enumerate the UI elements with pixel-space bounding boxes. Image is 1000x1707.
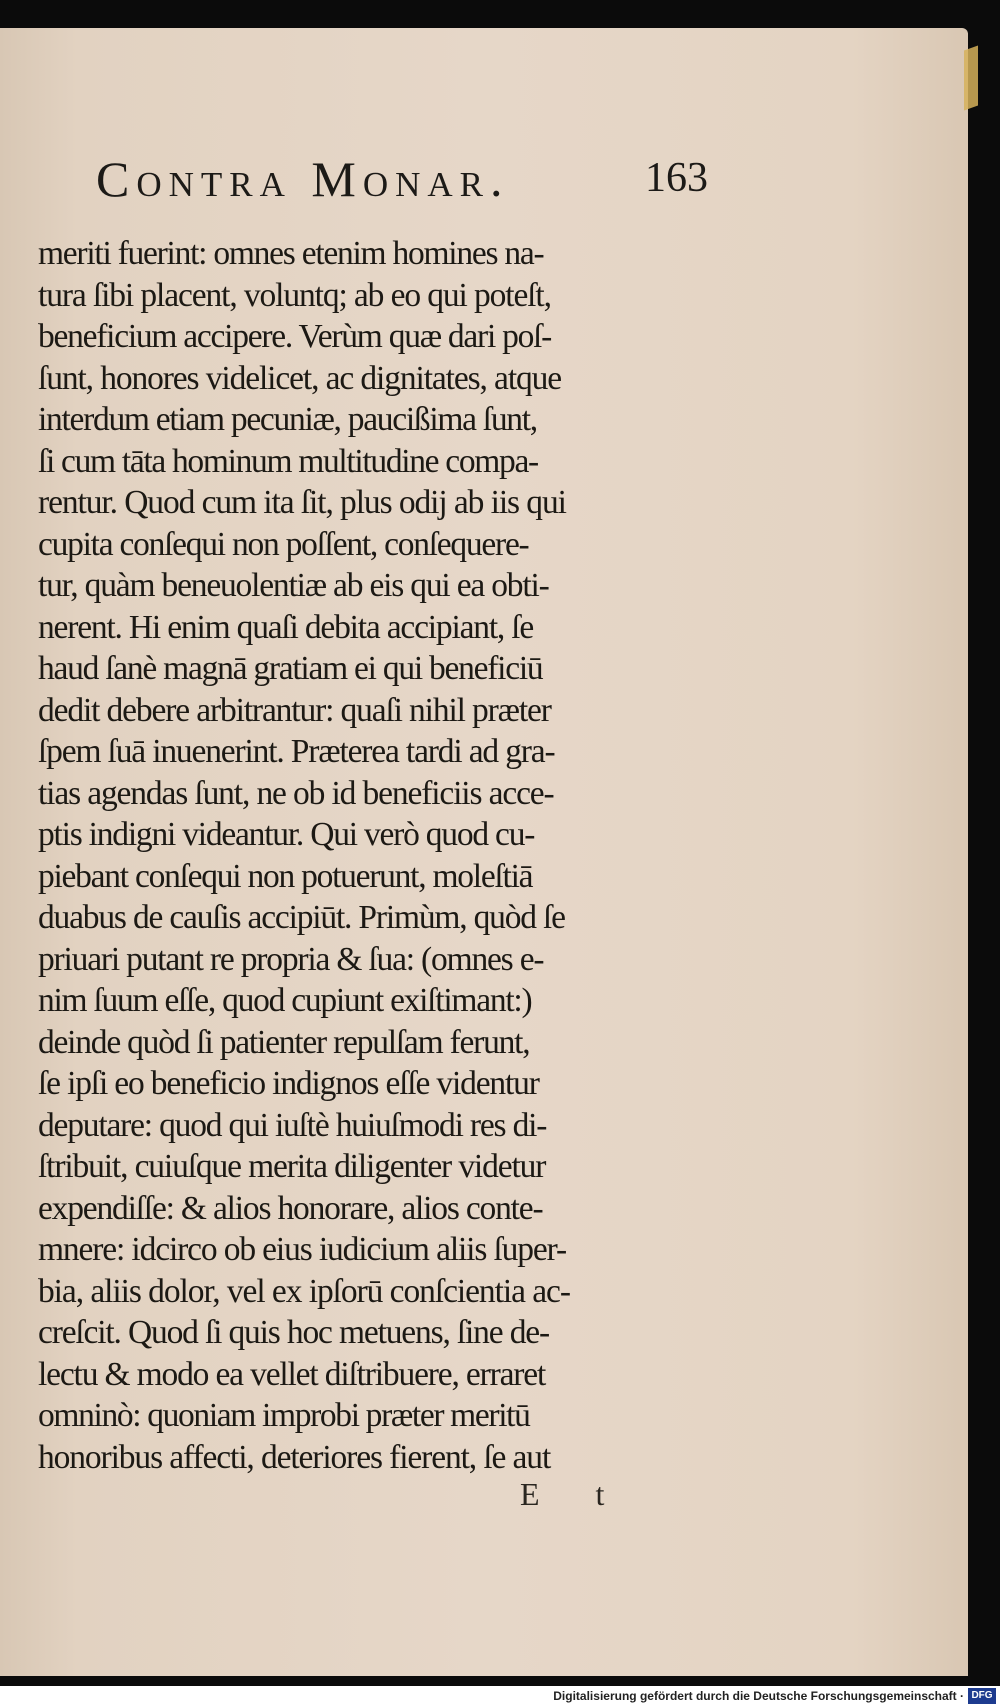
text-line: tias agendas ſunt, ne ob id beneficiis acce- bbox=[38, 774, 554, 812]
text-line: ptis indigni videantur. Qui verò quod cu- bbox=[38, 816, 535, 853]
text-line: rentur. Quod cum ita ſit, plus odij ab iis qui bbox=[38, 484, 566, 521]
book-page bbox=[0, 28, 968, 1676]
text-line: deputare: quod qui iuſtè huiuſmodi res di- bbox=[38, 1106, 547, 1144]
text-line: lectu & modo ea vellet diſtribuere, erraret bbox=[38, 1355, 546, 1393]
text-line: tur, quàm beneuolentiæ ab eis qui ea obti- bbox=[38, 567, 549, 604]
text-line: nerent. Hi enim quaſi debita accipiant, ſe bbox=[38, 608, 534, 646]
text-line: duabus de cauſis accipiūt. Primùm, quòd ſe bbox=[38, 899, 565, 936]
page-number: 163 bbox=[645, 155, 708, 201]
digitization-footer bbox=[0, 1686, 1000, 1707]
page-header bbox=[96, 150, 708, 210]
text-line: interdum etiam pecuniæ, paucißima ſunt, bbox=[38, 401, 537, 438]
text-line: priuari putant re propria & ſua: (omnes e- bbox=[38, 940, 544, 978]
dfg-logo-icon: DFG bbox=[968, 1688, 996, 1704]
text-line: beneficium accipere. Verùm quæ dari poſ- bbox=[38, 318, 552, 355]
text-line: bia, aliis dolor, vel ex ipſorū conſcientia ac- bbox=[38, 1272, 570, 1310]
text-line: expendiſſe: & alios honorare, alios conte- bbox=[38, 1189, 543, 1227]
text-line: honoribus affecti, deteriores fierent, ſe aut bbox=[38, 1438, 551, 1476]
body-text bbox=[38, 233, 708, 1478]
text-line: ſe ipſi eo beneficio indignos eſſe videntur bbox=[38, 1065, 539, 1102]
text-line: deinde quòd ſi patienter repulſam ferunt, bbox=[38, 1023, 530, 1061]
text-line: ſtribuit, cuiuſque merita diligenter videtur bbox=[38, 1148, 546, 1185]
text-line: mnere: idcirco ob eius iudicium aliis ſuper- bbox=[38, 1231, 566, 1268]
text-line: tura ſibi placent, voluntq; ab eo qui poteſt, bbox=[38, 276, 551, 314]
text-line: nim ſuum eſſe, quod cupiunt exiſtimant:) bbox=[38, 982, 532, 1019]
text-line: haud ſanè magnā gratiam ei qui beneficiū bbox=[38, 650, 543, 687]
funding-credit: Digitalisierung gefördert durch die Deutsche Forschungsgemeinschaft · bbox=[553, 1689, 964, 1703]
text-line: ſunt, honores videlicet, ac dignitates, atque bbox=[38, 359, 562, 397]
signature-mark: E t bbox=[520, 1476, 629, 1512]
text-line: cupita conſequi non poſſent, conſequere- bbox=[38, 525, 529, 563]
text-line: dedit debere arbitrantur: quaſi nihil præter bbox=[38, 691, 551, 729]
text-line: meriti fuerint: omnes etenim homines na- bbox=[38, 235, 544, 272]
running-head: Contra Monar. bbox=[96, 151, 510, 207]
text-line: ſi cum tāta hominum multitudine compa- bbox=[38, 442, 538, 480]
text-line: creſcit. Quod ſi quis hoc metuens, ſine de- bbox=[38, 1314, 549, 1351]
text-line: piebant conſequi non potuerunt, moleſtiā bbox=[38, 857, 533, 895]
text-line: ſpem ſuā inuenerint. Præterea tardi ad gra- bbox=[38, 733, 555, 770]
text-line: omninò: quoniam improbi præter meritū bbox=[38, 1397, 530, 1434]
